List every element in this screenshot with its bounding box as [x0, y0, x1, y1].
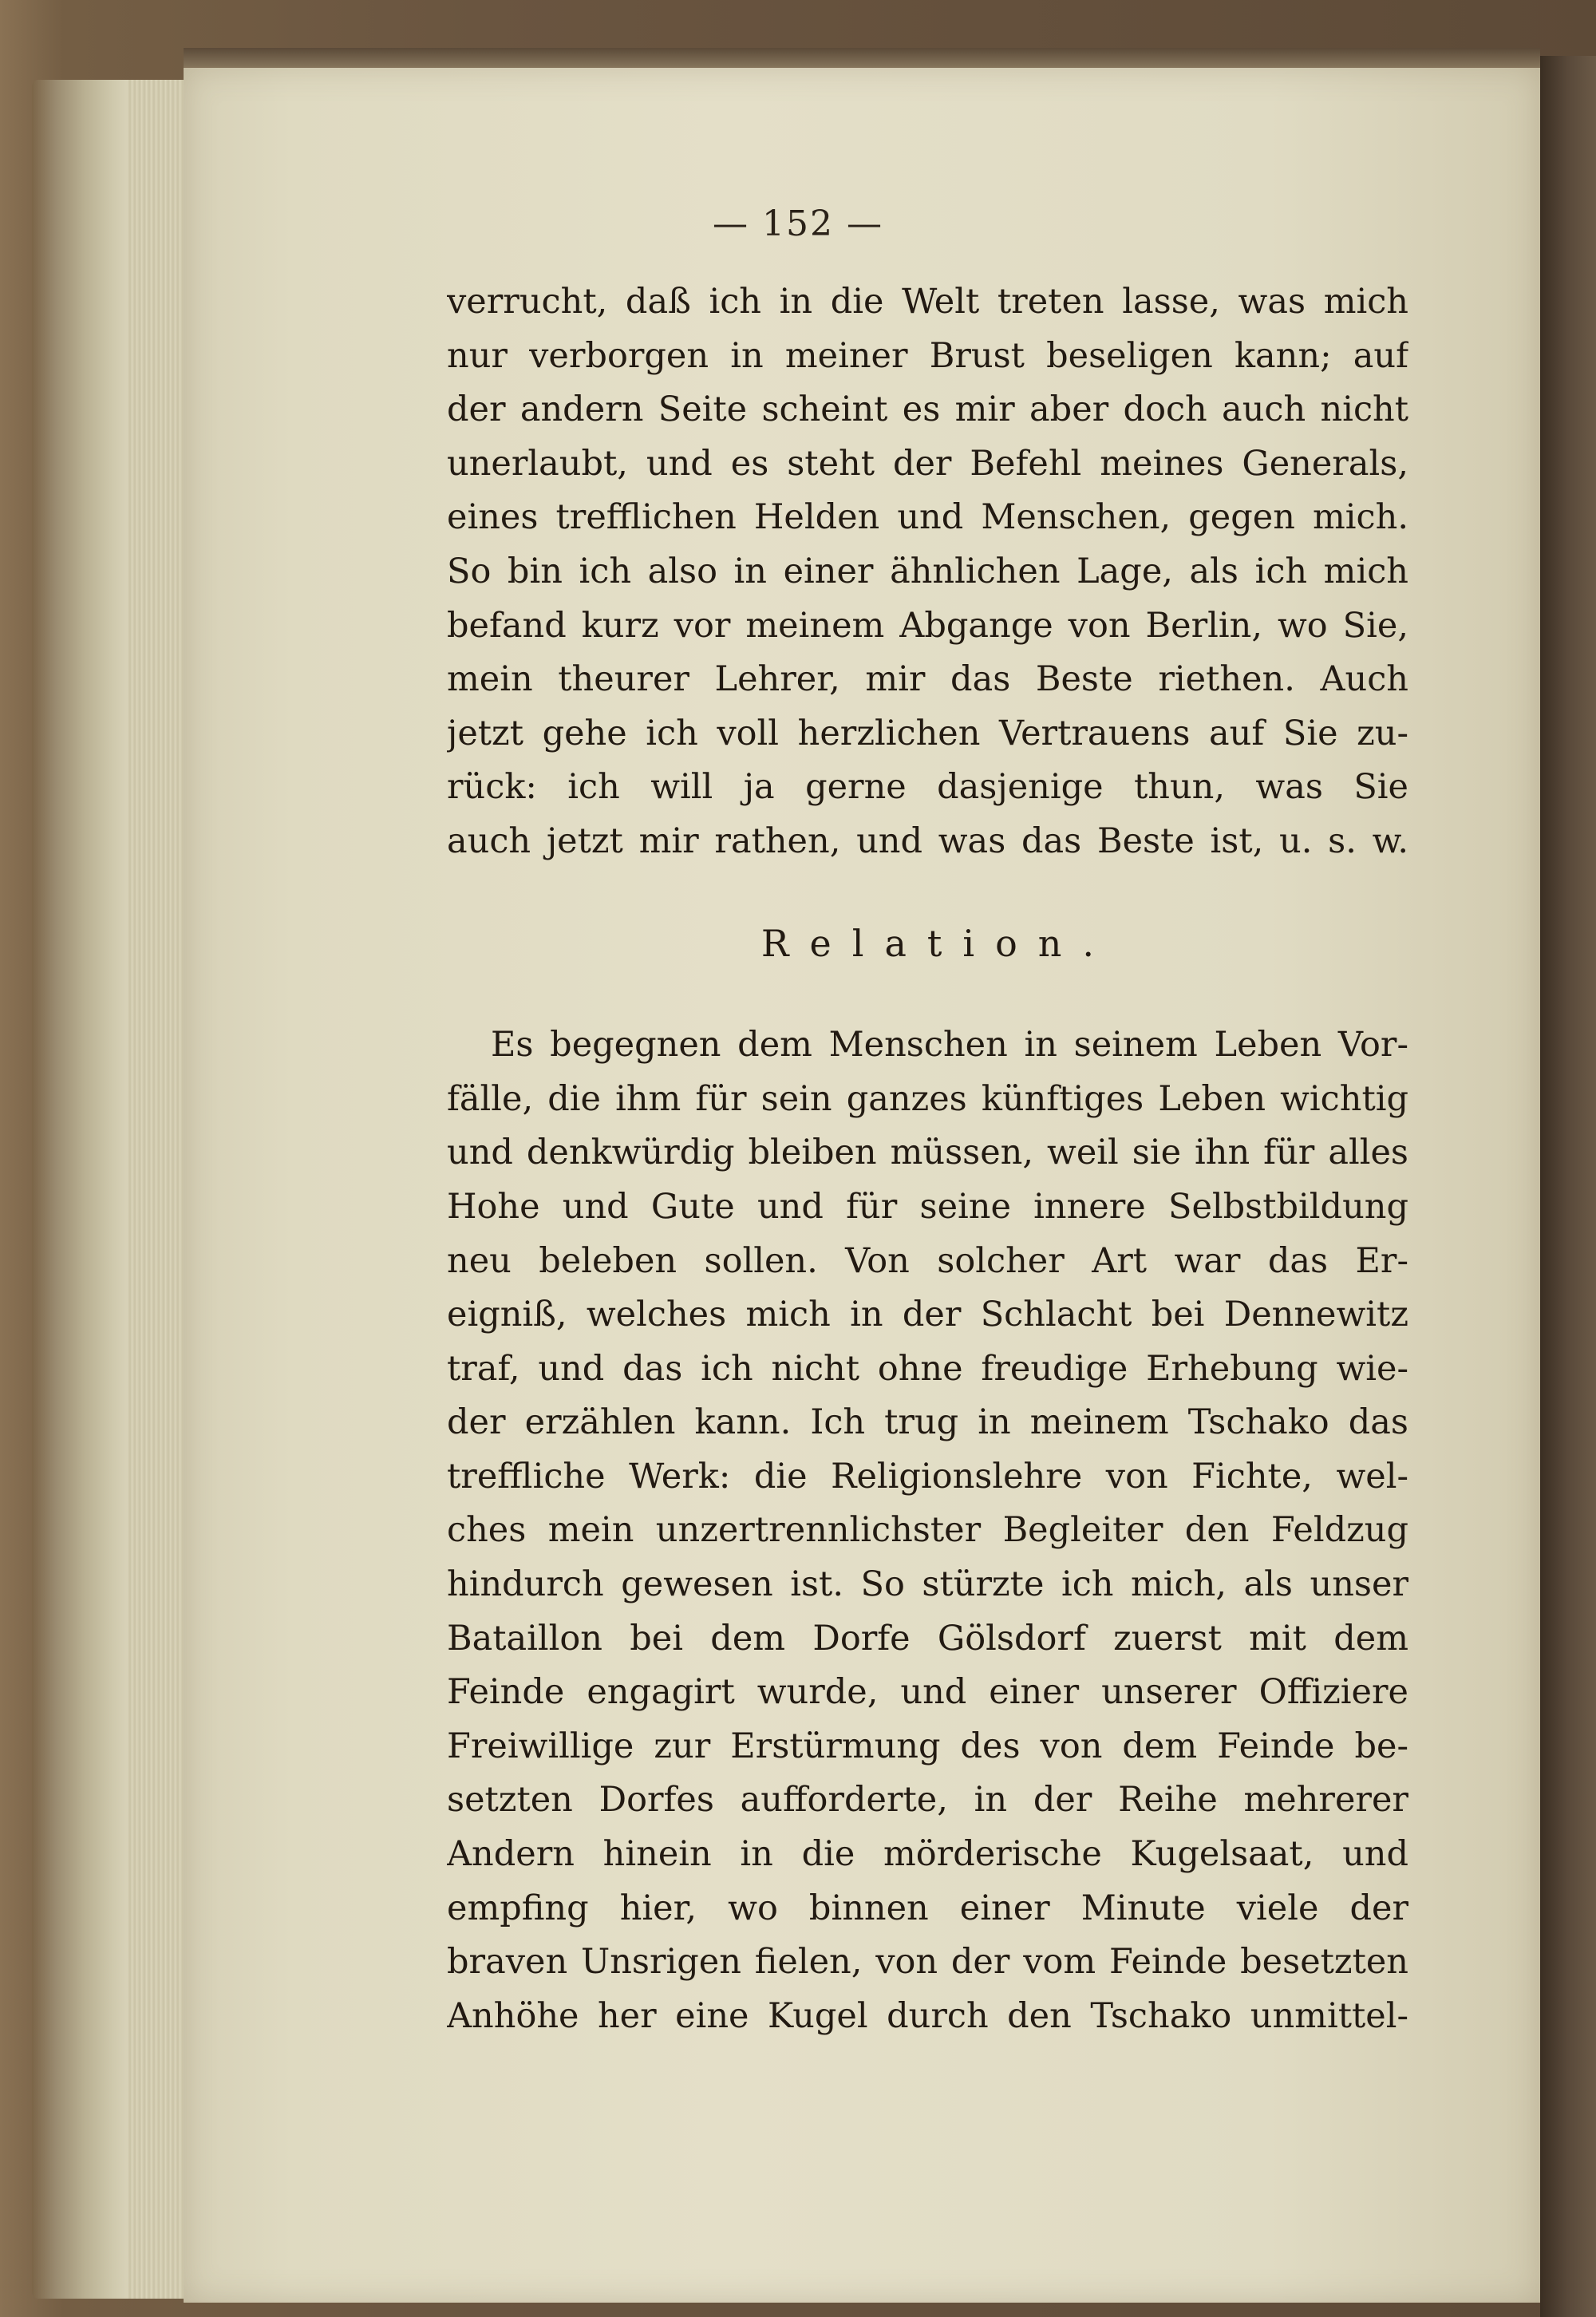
text-line: Hohe und Gute und für seine innere Selbstbildung — [447, 1186, 1408, 1227]
text-line: Freiwillige zur Erstürmung des von dem Feinde be- — [447, 1726, 1408, 1766]
text-line: traf, und das ich nicht ohne freudige Erhebung wie- — [447, 1348, 1408, 1389]
text-line: nur verborgen in meiner Brust beseligen kann; auf — [447, 335, 1408, 376]
page-text — [447, 275, 1408, 2043]
text-line: Andern hinein in die mörderische Kugelsaat, und — [447, 1834, 1408, 1875]
page-number: — 152 — — [713, 204, 883, 244]
text-line: Anhöhe her eine Kugel durch den Tschako unmittel- — [447, 1995, 1408, 2036]
text-line: braven Unsrigen fielen, von der vom Feinde besetzten — [447, 1942, 1408, 1983]
text-line: der andern Seite scheint es mir aber doch auch nicht — [447, 389, 1408, 430]
text-line: unerlaubt, und es steht der Befehl meines Generals, — [447, 443, 1408, 484]
text-line: der erzählen kann. Ich trug in meinem Tschako das — [447, 1402, 1408, 1443]
text-line: auch jetzt mir rathen, und was das Beste ist, u. s. w. — [447, 820, 1408, 861]
text-line: und denkwürdig bleiben müssen, weil sie ihn für alles — [447, 1133, 1408, 1173]
text-line: setzten Dorfes aufforderte, in der Reihe mehrerer — [447, 1780, 1408, 1821]
text-line: verrucht, daß ich in die Welt treten lasse, was mich — [447, 282, 1408, 322]
text-line: fälle, die ihm für sein ganzes künftiges Leben wichtig — [447, 1078, 1408, 1119]
text-line: Es begegnen dem Menschen in seinem Leben Vor- — [491, 1025, 1408, 1066]
text-line: befand kurz vor meinem Abgange von Berlin, wo Sie, — [447, 605, 1408, 646]
text-line: neu beleben sollen. Von solcher Art war das Er- — [447, 1240, 1408, 1281]
text-line: jetzt gehe ich voll herzlichen Vertrauens auf Sie zu- — [447, 713, 1408, 753]
text-line: treffliche Werk: die Religionslehre von Fichte, wel- — [447, 1456, 1408, 1497]
text-line: ches mein unzertrennlichster Begleiter den Feldzug — [447, 1510, 1408, 1551]
section-heading: Relation. — [760, 921, 1116, 965]
text-line: eigniß, welches mich in der Schlacht bei Dennewitz — [447, 1295, 1408, 1335]
text-line: eines trefflichen Helden und Menschen, gegen mich. — [447, 497, 1408, 538]
text-line: Bataillon bei dem Dorfe Gölsdorf zuerst mit dem — [447, 1618, 1408, 1659]
text-line: mein theurer Lehrer, mir das Beste riethen. Auch — [447, 659, 1408, 700]
text-line: hindurch gewesen ist. So stürzte ich mich, als unser — [447, 1564, 1408, 1605]
text-line: So bin ich also in einer ähnlichen Lage, als ich mich — [447, 551, 1408, 591]
book-gutter — [1540, 56, 1596, 2317]
paragraph-1 — [447, 275, 1408, 869]
page-stack-edge — [128, 80, 192, 2299]
text-line: empfing hier, wo binnen einer Minute viele der — [447, 1888, 1408, 1928]
paragraph-2 — [447, 1018, 1408, 2043]
book-left-cover-edge — [32, 80, 128, 2299]
text-line: Feinde engagirt wurde, und einer unserer Offiziere — [447, 1672, 1408, 1713]
text-line: rück: ich will ja gerne dasjenige thun, was Sie — [447, 767, 1408, 808]
